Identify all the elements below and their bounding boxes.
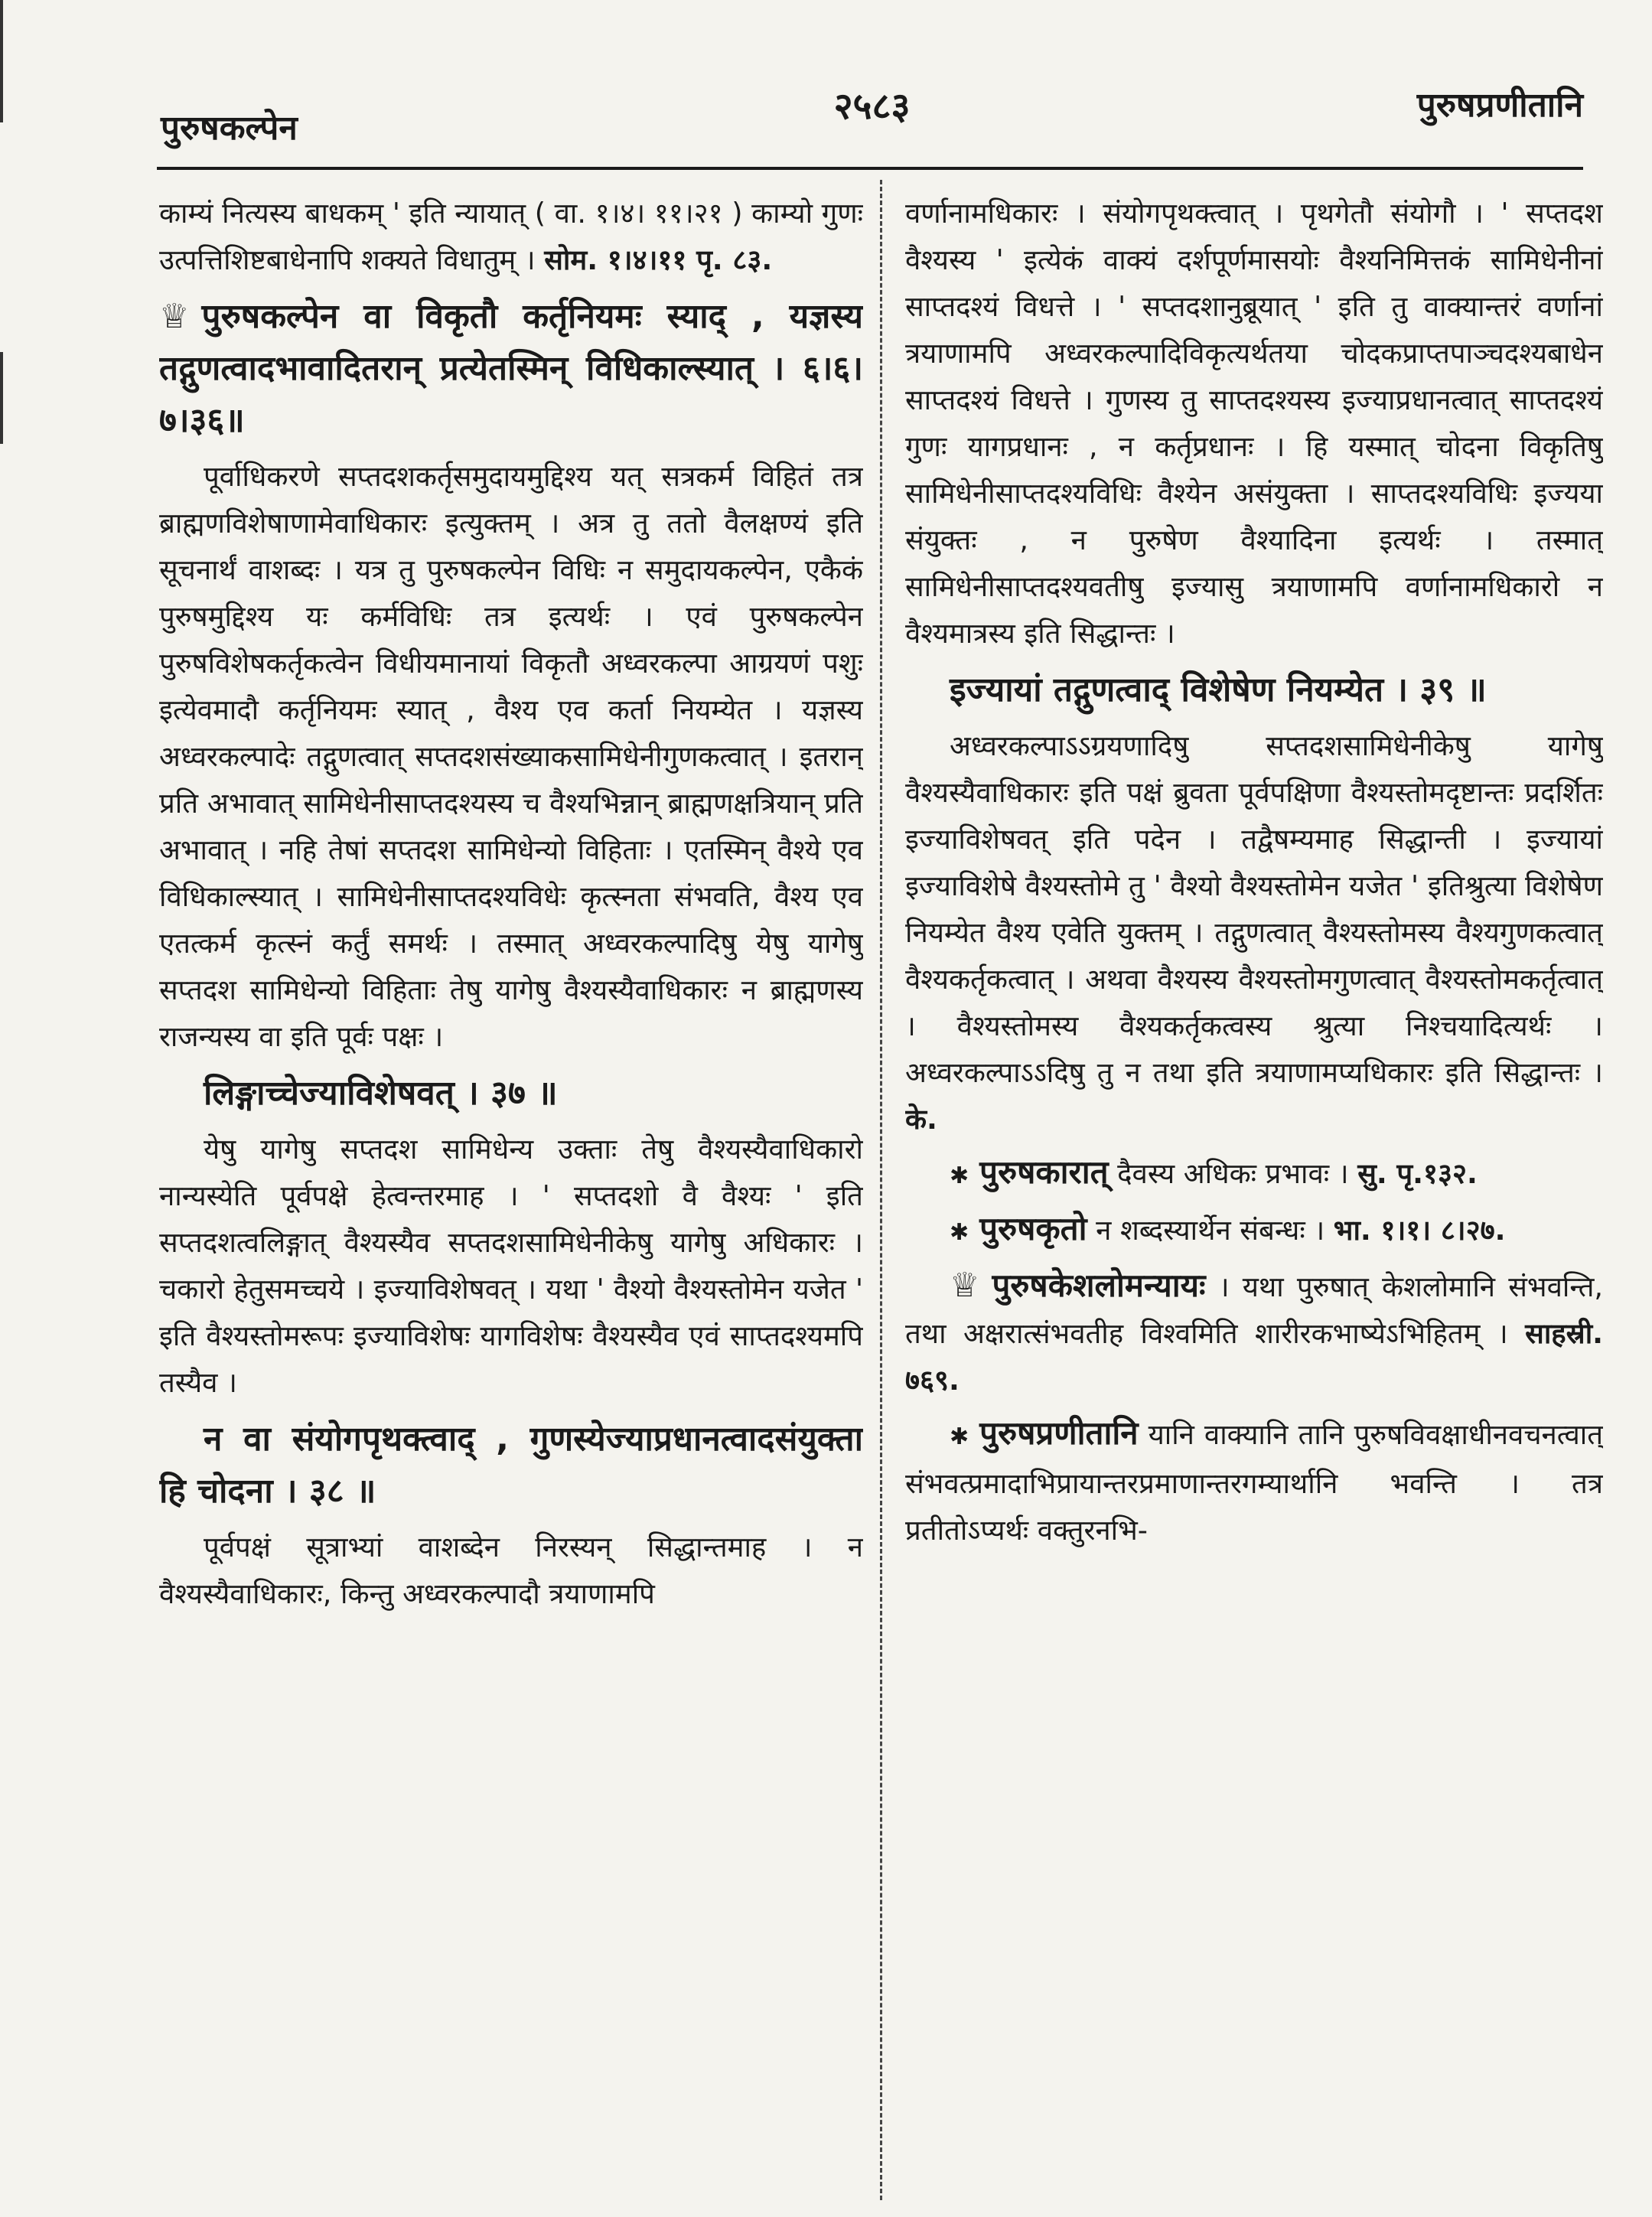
citation: सोम. १।४।११ पृ. ८३. — [544, 243, 773, 276]
asterisk-marker-icon: ✱ — [950, 1162, 969, 1189]
paragraph: काम्यं नित्यस्य बाधकम् ' इति न्यायात् ( वा. १।४। ११।२१ ) काम्यो गुणः उत्पत्तिशिष्टबाधेनापि शक्यते विधातुम् । सोम. १।४।११ पृ. ८३. — [159, 197, 863, 276]
headword: पुरुषकेशलोमन्यायः — [992, 1267, 1206, 1304]
citation: सु. पृ.१३२. — [1357, 1157, 1478, 1190]
asterisk-marker-icon: ✱ — [950, 1423, 969, 1450]
scan-edge-mark — [0, 0, 3, 122]
commentary-paragraph: पूर्वाधिकरणे सप्तदशकर्तृसमुदायमुद्दिश्य यत् सत्रकर्म विहितं तत्र ब्राह्मणविशेषाणामेवाधिकारः इत्युक्तम् । अत्र तु ततो वैलक्षण्यं इति सूचनार्थं वाशब्दः । यत्र तु पुरुषकल्पेन विधिः न समुदायकल्पेन, एकैकं पुरुषमुद्दिश्य यः कर्मविधिः तत्र इत्यर्थः । एवं पुरुषकल्पेन पुरुषविशेषकर्तृकत्वेन विधीयमानायां विकृतौ अध्वरकल्पा आग्रयणं पशुः इत्येवमादौ कर्तृनियमः स्यात् , वैश्य एव कर्ता नियम्येत । यज्ञस्य अध्वरकल्पादेः तद्गुणत्वात् सप्तदशसंख्याकसामिधेनीगुणकत्वात् । इतरान् प्रति अभावात् सामिधेनीसाप्तदश्यस्य च वैश्यभिन्नान् ब्राह्मणक्षत्रियान् प्रति अभावात् । नहि तेषां सप्तदश सामिधेन्यो विहिताः । एतस्मिन् वैश्ये एव विधिकाल्स्यात् । सामिधेनीसाप्तदश्यविधेः कृत्स्नता संभवति, वैश्य एव एतत्कर्म कृत्स्नं कर्तुं समर्थः । तस्मात् अध्वरकल्पादिषु येषु यागेषु सप्तदश सामिधेन्यो विहिताः तेषु यागेषु वैश्यस्यैवाधिकारः न ब्राह्मणस्य राजन्यस्य वा इति पूर्वः पक्षः । — [159, 460, 863, 1053]
commentary-paragraph: पूर्वपक्षं सूत्राभ्यां वाशब्देन निरस्यन् सिद्धान्तमाह । न वैश्यस्यैवाधिकारः, किन्तु अध्वरकल्पादौ त्रयाणामपि — [159, 1531, 863, 1610]
header-rule — [157, 167, 1583, 170]
header-right-word: पुरुषप्रणीतानि — [1416, 86, 1583, 125]
sutra-39: इज्यायां तद्गुणत्वाद् विशेषेण नियम्येत । ३९ ॥ — [950, 670, 1487, 709]
entry-purushakrito: ✱ पुरुषकृतो न शब्दस्यार्थेन संबन्धः । भा. १।१। ८।२७. — [950, 1210, 1506, 1247]
entry-sutra: ♕ पुरुषकल्पेन वा विकृतौ कर्तृनियमः स्याद् , यज्ञस्य तद्गुणत्वादभावादितरान् प्रत्येतस्मिन् विधिकाल्स्यात् । ६।६।७।३६॥ — [159, 297, 863, 440]
running-header — [161, 73, 1583, 157]
entry-marker-icon: ♕ — [159, 297, 190, 336]
sutra-37: लिङ्गाच्चेज्याविशेषवत् । ३७ ॥ — [204, 1074, 558, 1113]
column-divider — [880, 180, 882, 2200]
sutra-38: न वा संयोगपृथक्त्वाद् , गुणस्येज्याप्रधानत्वादसंयुक्ता हि चोदना । ३८ ॥ — [159, 1420, 863, 1511]
scan-edge-mark — [0, 352, 3, 444]
citation: भा. १।१। ८।२७. — [1333, 1214, 1506, 1247]
left-column — [159, 190, 863, 2202]
headword: पुरुषकृतो — [979, 1210, 1087, 1247]
entry-purushakarat: ✱ पुरुषकारात् दैवस्य अधिकः प्रभावः । सु. पृ.१३२. — [950, 1153, 1478, 1191]
commentary-paragraph: येषु यागेषु सप्तदश सामिधेन्य उक्ताः तेषु वैश्यस्यैवाधिकारो नान्यस्येति पूर्वपक्षे हेत्वन्तरमाह । ' सप्तदशो वै वैश्यः ' इति सप्तदशत्वलिङ्गात् वैश्यस्यैव सप्तदशसामिधेनीकेषु यागेषु अधिकारः । चकारो हेतुसमच्चये । इज्याविशेषवत् । यथा ' वैश्यो वैश्यस्तोमेन यजेत ' इति वैश्यस्तोमरूपः इज्याविशेषः यागविशेषः वैश्यस्यैव एवं साप्तदश्यमपि तस्यैव । — [159, 1133, 863, 1399]
entry-purushakeshaloma: ♕ पुरुषकेशलोमन्यायः । यथा पुरुषात् केशलोमानि संभवन्ति, तथा अक्षरात्संभवतीह विश्वमिति शारीरकभाष्येऽभिहितम् । साहस्री. ७६९. — [905, 1266, 1603, 1397]
headword: पुरुषप्रणीतानि — [979, 1414, 1139, 1452]
page-number: २५८३ — [833, 85, 911, 128]
header-left-word: पुरुषकल्पेन — [161, 109, 298, 148]
citation: साहस्री. ७६९. — [905, 1317, 1603, 1397]
entry-purushapranitani: ✱ पुरुषप्रणीतानि यानि वाक्यानि तानि पुरुषविवक्षाधीनवचनत्वात् संभवत्प्रमादाभिप्रायान्तरप्रमाणान्तरगम्यार्थानि भवन्ति । तत्र प्रतीतोऽप्यर्थः वक्तुरनभि- — [905, 1414, 1603, 1547]
right-column — [905, 190, 1603, 2202]
citation: के. — [905, 1103, 937, 1136]
commentary-paragraph: अध्वरकल्पाऽऽग्रयणादिषु सप्तदशसामिधेनीकेषु यागेषु वैश्यस्यैवाधिकारः इति पक्षं ब्रुवता पूर्वपक्षिणा वैश्यस्तोमदृष्टान्तः प्रदर्शितः इज्याविशेषवत् इति पदेन । तद्वैषम्यमाह सिद्धान्ती । इज्यायां इज्याविशेषे वैश्यस्तोमे तु ' वैश्यो वैश्यस्तोमेन यजेत ' इतिश्रुत्या विशेषेण नियम्येत वैश्य एवेति युक्तम् । तद्गुणत्वात् वैश्यस्तोमस्य वैश्यगुणकत्वात् वैश्यकर्तृकत्वात् । अथवा वैश्यस्य वैश्यस्तोमगुणत्वात् वैश्यस्तोमकर्तृत्वात् । वैश्यस्तोमस्य वैश्यकर्तृकत्वस्य श्रुत्या निश्चयादित्यर्थः । अध्वरकल्पाऽऽदिषु तु न तथा इति त्रयाणामप्यधिकारः इति सिद्धान्तः । के. — [905, 729, 1603, 1136]
entry-marker-icon: ♕ — [950, 1266, 980, 1305]
headword: पुरुषकारात् — [979, 1153, 1109, 1191]
asterisk-marker-icon: ✱ — [950, 1219, 969, 1246]
commentary-paragraph: वर्णानामधिकारः । संयोगपृथक्त्वात् । पृथगेतौ संयोगौ । ' सप्तदश वैश्यस्य ' इत्येकं वाक्यं दर्शपूर्णमासयोः वैश्यनिमित्तकं सामिधेनीनां साप्तदश्यं विधत्ते । ' सप्तदशानुब्रूयात् ' इति तु वाक्यान्तरं वर्णानां त्रयाणामपि अध्वरकल्पादिविकृत्यर्थतया चोदकप्राप्तपाञ्चदश्यबाधेन साप्तदश्यं विधत्ते । गुणस्य तु साप्तदश्यस्य इज्याप्रधानत्वात् साप्तदश्यं गुणः यागप्रधानः , न कर्तृप्रधानः । हि यस्मात् चोदना विकृतिषु सामिधेनीसाप्तदश्यविधिः वैश्येन असंयुक्ता । साप्तदश्यविधिः इज्यया संयुक्तः , न पुरुषेण वैश्यादिना इत्यर्थः । तस्मात् सामिधेनीसाप्तदश्यवतीषु इज्यासु त्रयाणामपि वर्णानामधिकारो न वैश्यमात्रस्य इति सिद्धान्तः । — [905, 197, 1603, 650]
